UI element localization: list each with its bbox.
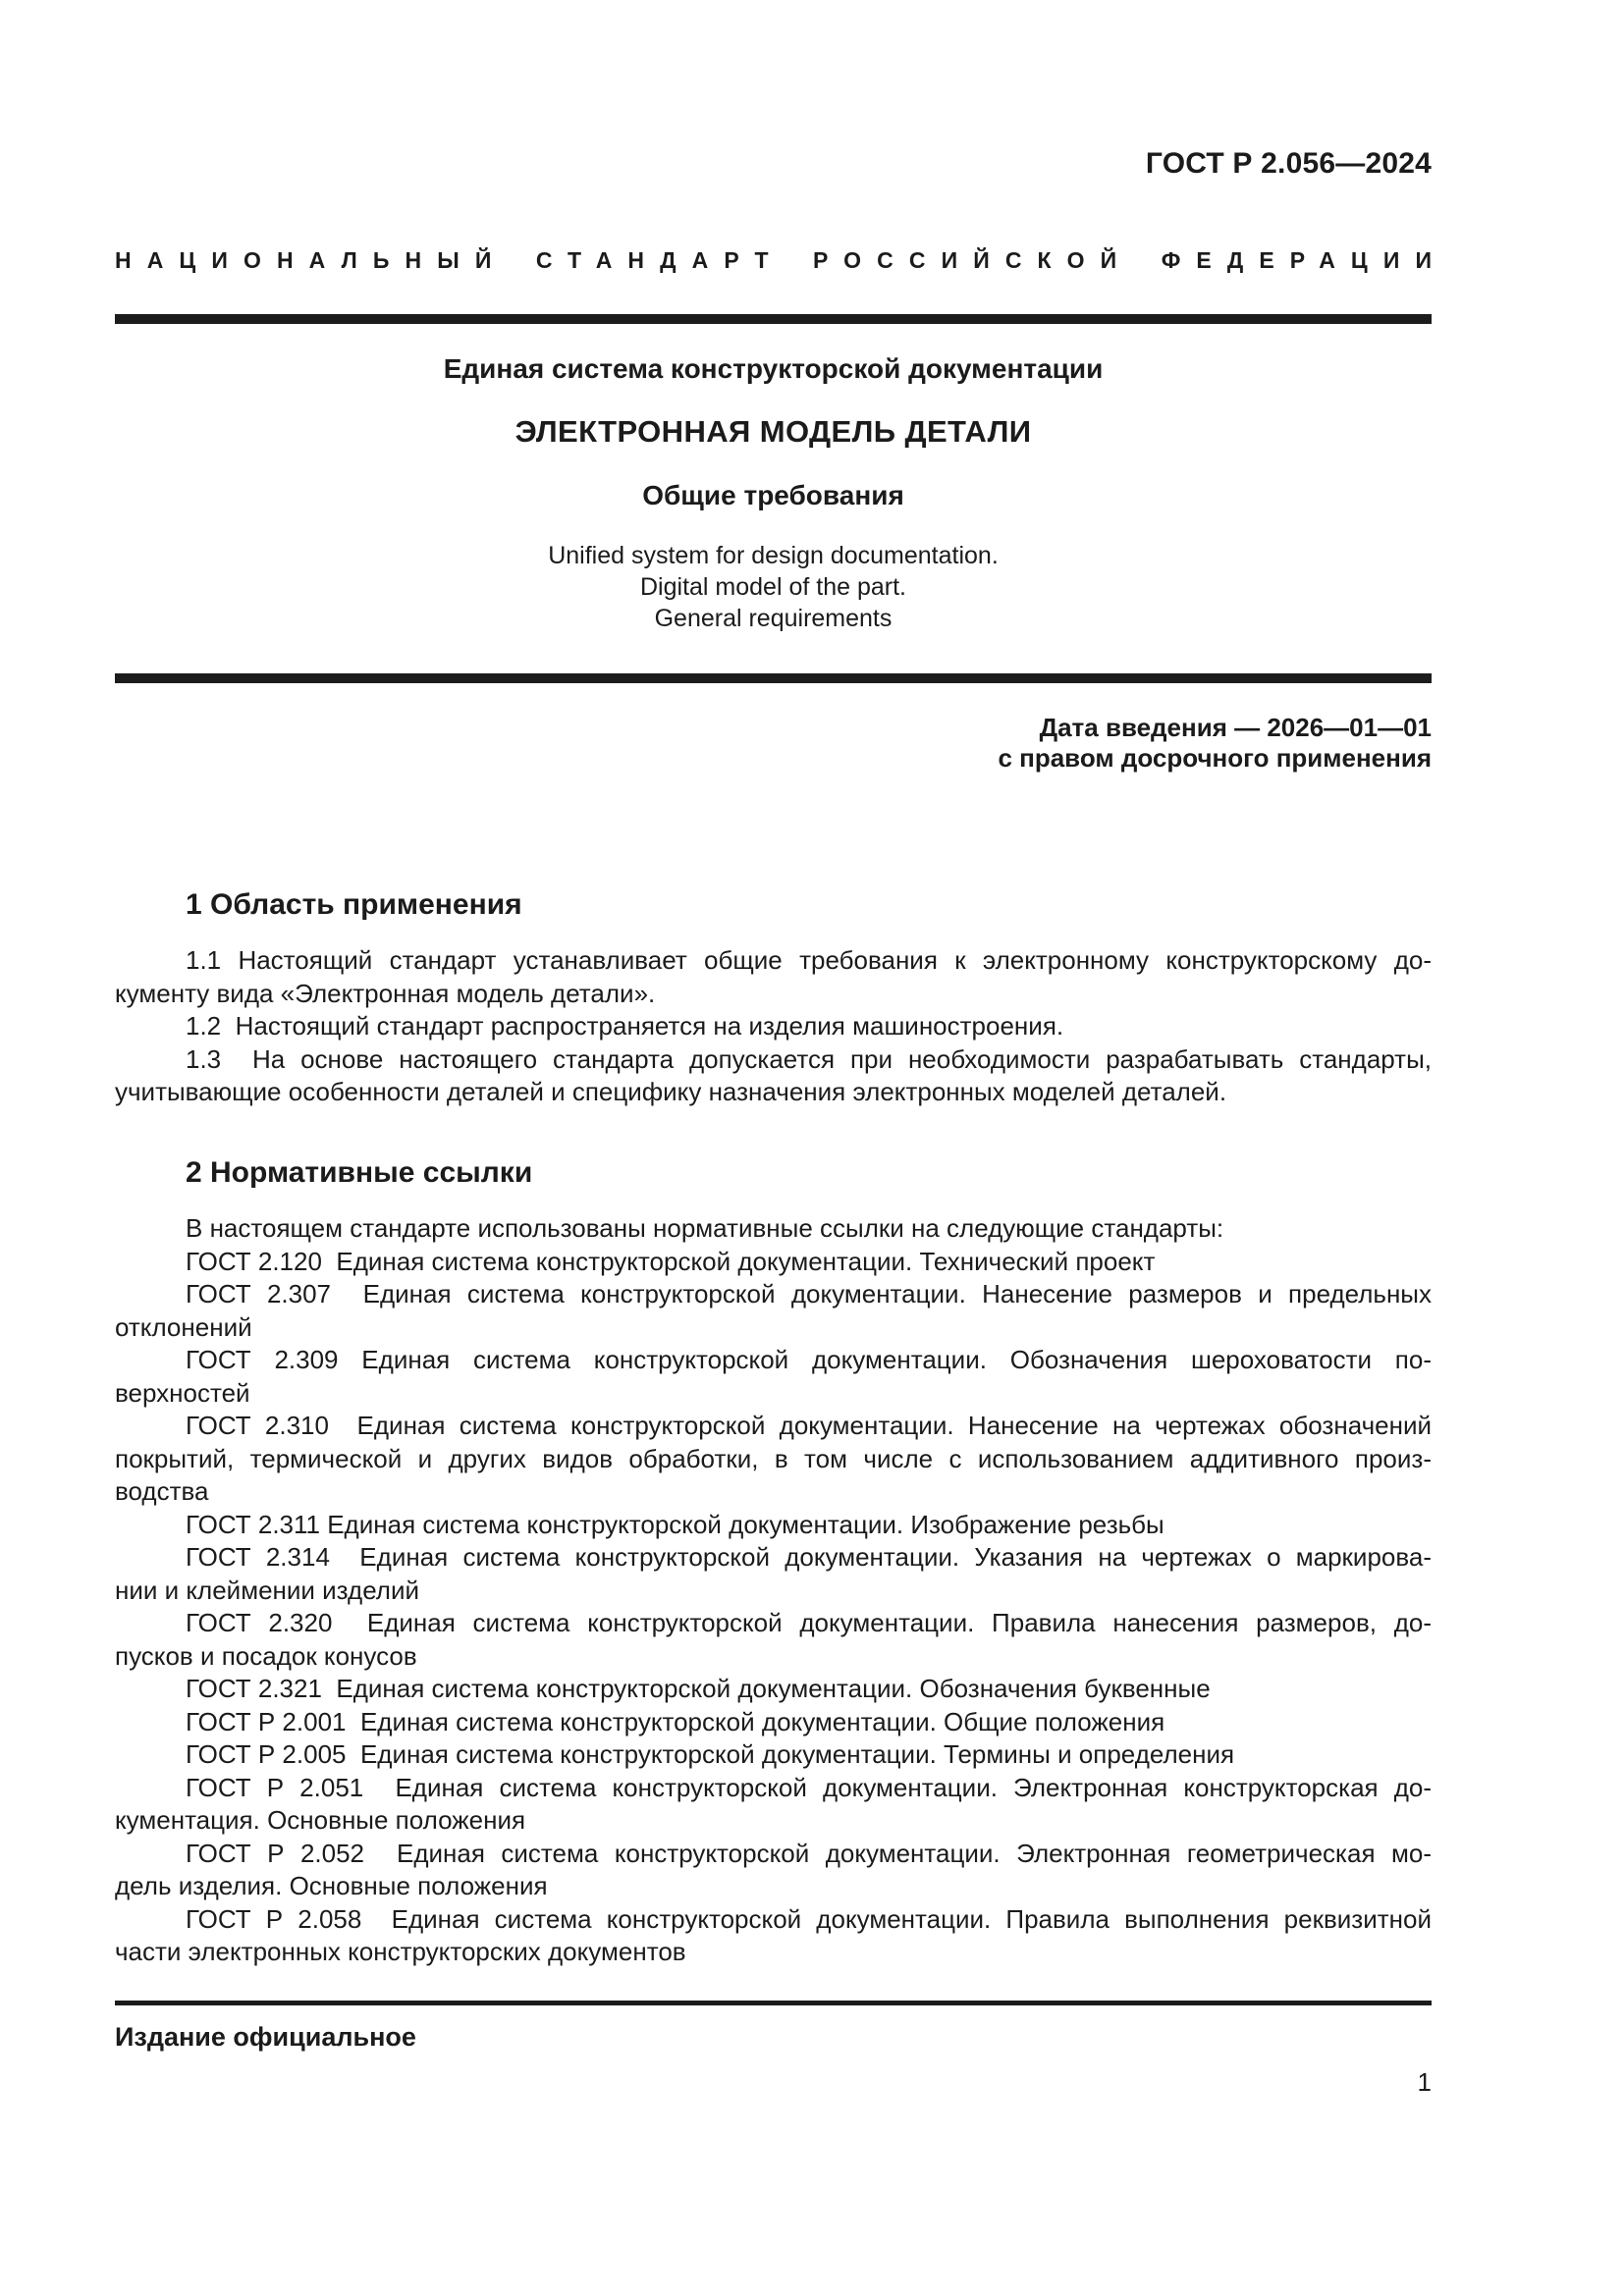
text-line: ГОСТ 2.320 Единая система конструкторской документации. Правила нанесения размеров, до-	[186, 1608, 1432, 1637]
section-heading: 2 Нормативные ссылки	[186, 1156, 533, 1189]
effective-date-line2: с правом досрочного применения	[998, 743, 1432, 773]
title-main: ЭЛЕКТРОННАЯ МОДЕЛЬ ДЕТАЛИ	[514, 414, 1032, 449]
text-line: 1.1 Настоящий стандарт устанавливает общие требования к электронному конструкторскому до-	[186, 945, 1432, 975]
text-line: пусков и посадок конусов	[115, 1640, 417, 1671]
title-english	[115, 540, 1432, 634]
section-text	[115, 944, 1432, 1109]
standard-type-word: ФЕДЕРАЦИИ	[1161, 247, 1448, 273]
text-line: верхностей	[115, 1377, 250, 1408]
text-line: дель изделия. Основные положения	[115, 1871, 548, 1900]
text-line: ГОСТ 2.311 Единая система конструкторской документации. Изображение резьбы	[186, 1509, 1164, 1539]
text-line: ГОСТ 2.321 Единая система конструкторской документации. Обозначения буквенные	[186, 1674, 1211, 1703]
page-number: 1	[1417, 2067, 1432, 2097]
text-line: нии и клеймении изделий	[115, 1575, 420, 1605]
text-line: учитывающие особенности деталей и специфику назначения электронных моделей деталей.	[115, 1077, 1227, 1106]
text-line: ГОСТ 2.309 Единая система конструкторской документации. Обозначения шероховатости по-	[186, 1345, 1432, 1374]
standard-type-word: СТАНДАРТ	[535, 247, 785, 273]
text-line: 1.3 На основе настоящего стандарта допускается при необходимости разрабатывать стандарты,	[186, 1043, 1432, 1074]
text-line: ГОСТ 2.310 Единая система конструкторской документации. Нанесение на чертежах обозначений	[186, 1411, 1432, 1440]
text-line: покрытий, термической и других видов обработки, в том числе с использованием аддитивного произ-	[115, 1443, 1432, 1473]
effective-date-block	[115, 713, 1432, 774]
section-heading: 1 Область применения	[186, 888, 522, 921]
section	[115, 1156, 1432, 1969]
text-line: водства	[115, 1476, 209, 1506]
text-line: отклонений	[115, 1311, 252, 1342]
title-block	[115, 353, 1432, 634]
standard-type-word: РОССИЙСКОЙ	[813, 247, 1133, 273]
text-line: кументу вида «Электронная модель детали».	[115, 978, 656, 1008]
text-line: ГОСТ Р 2.005 Единая система конструкторской документации. Термины и определения	[186, 1739, 1235, 1769]
standard-type-line	[115, 247, 1448, 274]
title-english-line: Unified system for design documentation.	[548, 542, 999, 569]
text-line: ГОСТ Р 2.058 Единая система конструкторской документации. Правила выполнения реквизитной	[186, 1903, 1432, 1934]
title-english-line: General requirements	[654, 605, 893, 632]
divider-bar-top	[115, 314, 1432, 324]
text-line: части электронных конструкторских документов	[115, 1937, 686, 1966]
standard-type-word: НАЦИОНАЛЬНЫЙ	[115, 247, 508, 273]
text-line: ГОСТ 2.307 Единая система конструкторской документации. Нанесение размеров и предельных	[186, 1279, 1432, 1308]
title-system: Единая система конструкторской документации	[443, 353, 1104, 384]
text-line: В настоящем стандарте использованы нормативные ссылки на следующие стандарты:	[186, 1213, 1224, 1243]
title-english-line: Digital model of the part.	[640, 573, 906, 601]
doc-number: ГОСТ Р 2.056—2024	[1145, 147, 1432, 180]
divider-bar-middle	[115, 673, 1432, 683]
text-line: кументация. Основные положения	[115, 1805, 526, 1835]
effective-date-line1: Дата введения — 2026—01—01	[1039, 713, 1432, 742]
text-line: ГОСТ Р 2.051 Единая система конструкторской документации. Электронная конструкторская до-	[186, 1772, 1432, 1802]
text-line: 1.2 Настоящий стандарт распространяется на изделия машиностроения.	[186, 1011, 1064, 1041]
text-line: ГОСТ 2.120 Единая система конструкторской документации. Технический проект	[186, 1246, 1156, 1276]
title-subtitle: Общие требования	[642, 480, 904, 510]
text-line: ГОСТ Р 2.052 Единая система конструкторской документации. Электронная геометрическая мо-	[186, 1838, 1432, 1868]
edition-note: Издание официальное	[115, 2022, 416, 2052]
text-line: ГОСТ Р 2.001 Единая система конструкторской документации. Общие положения	[186, 1706, 1165, 1736]
text-line: ГОСТ 2.314 Единая система конструкторской документации. Указания на чертежах о маркирова-	[186, 1542, 1432, 1572]
section-text	[115, 1212, 1432, 1969]
footer-rule	[115, 2001, 1432, 2005]
section	[115, 888, 1432, 1109]
